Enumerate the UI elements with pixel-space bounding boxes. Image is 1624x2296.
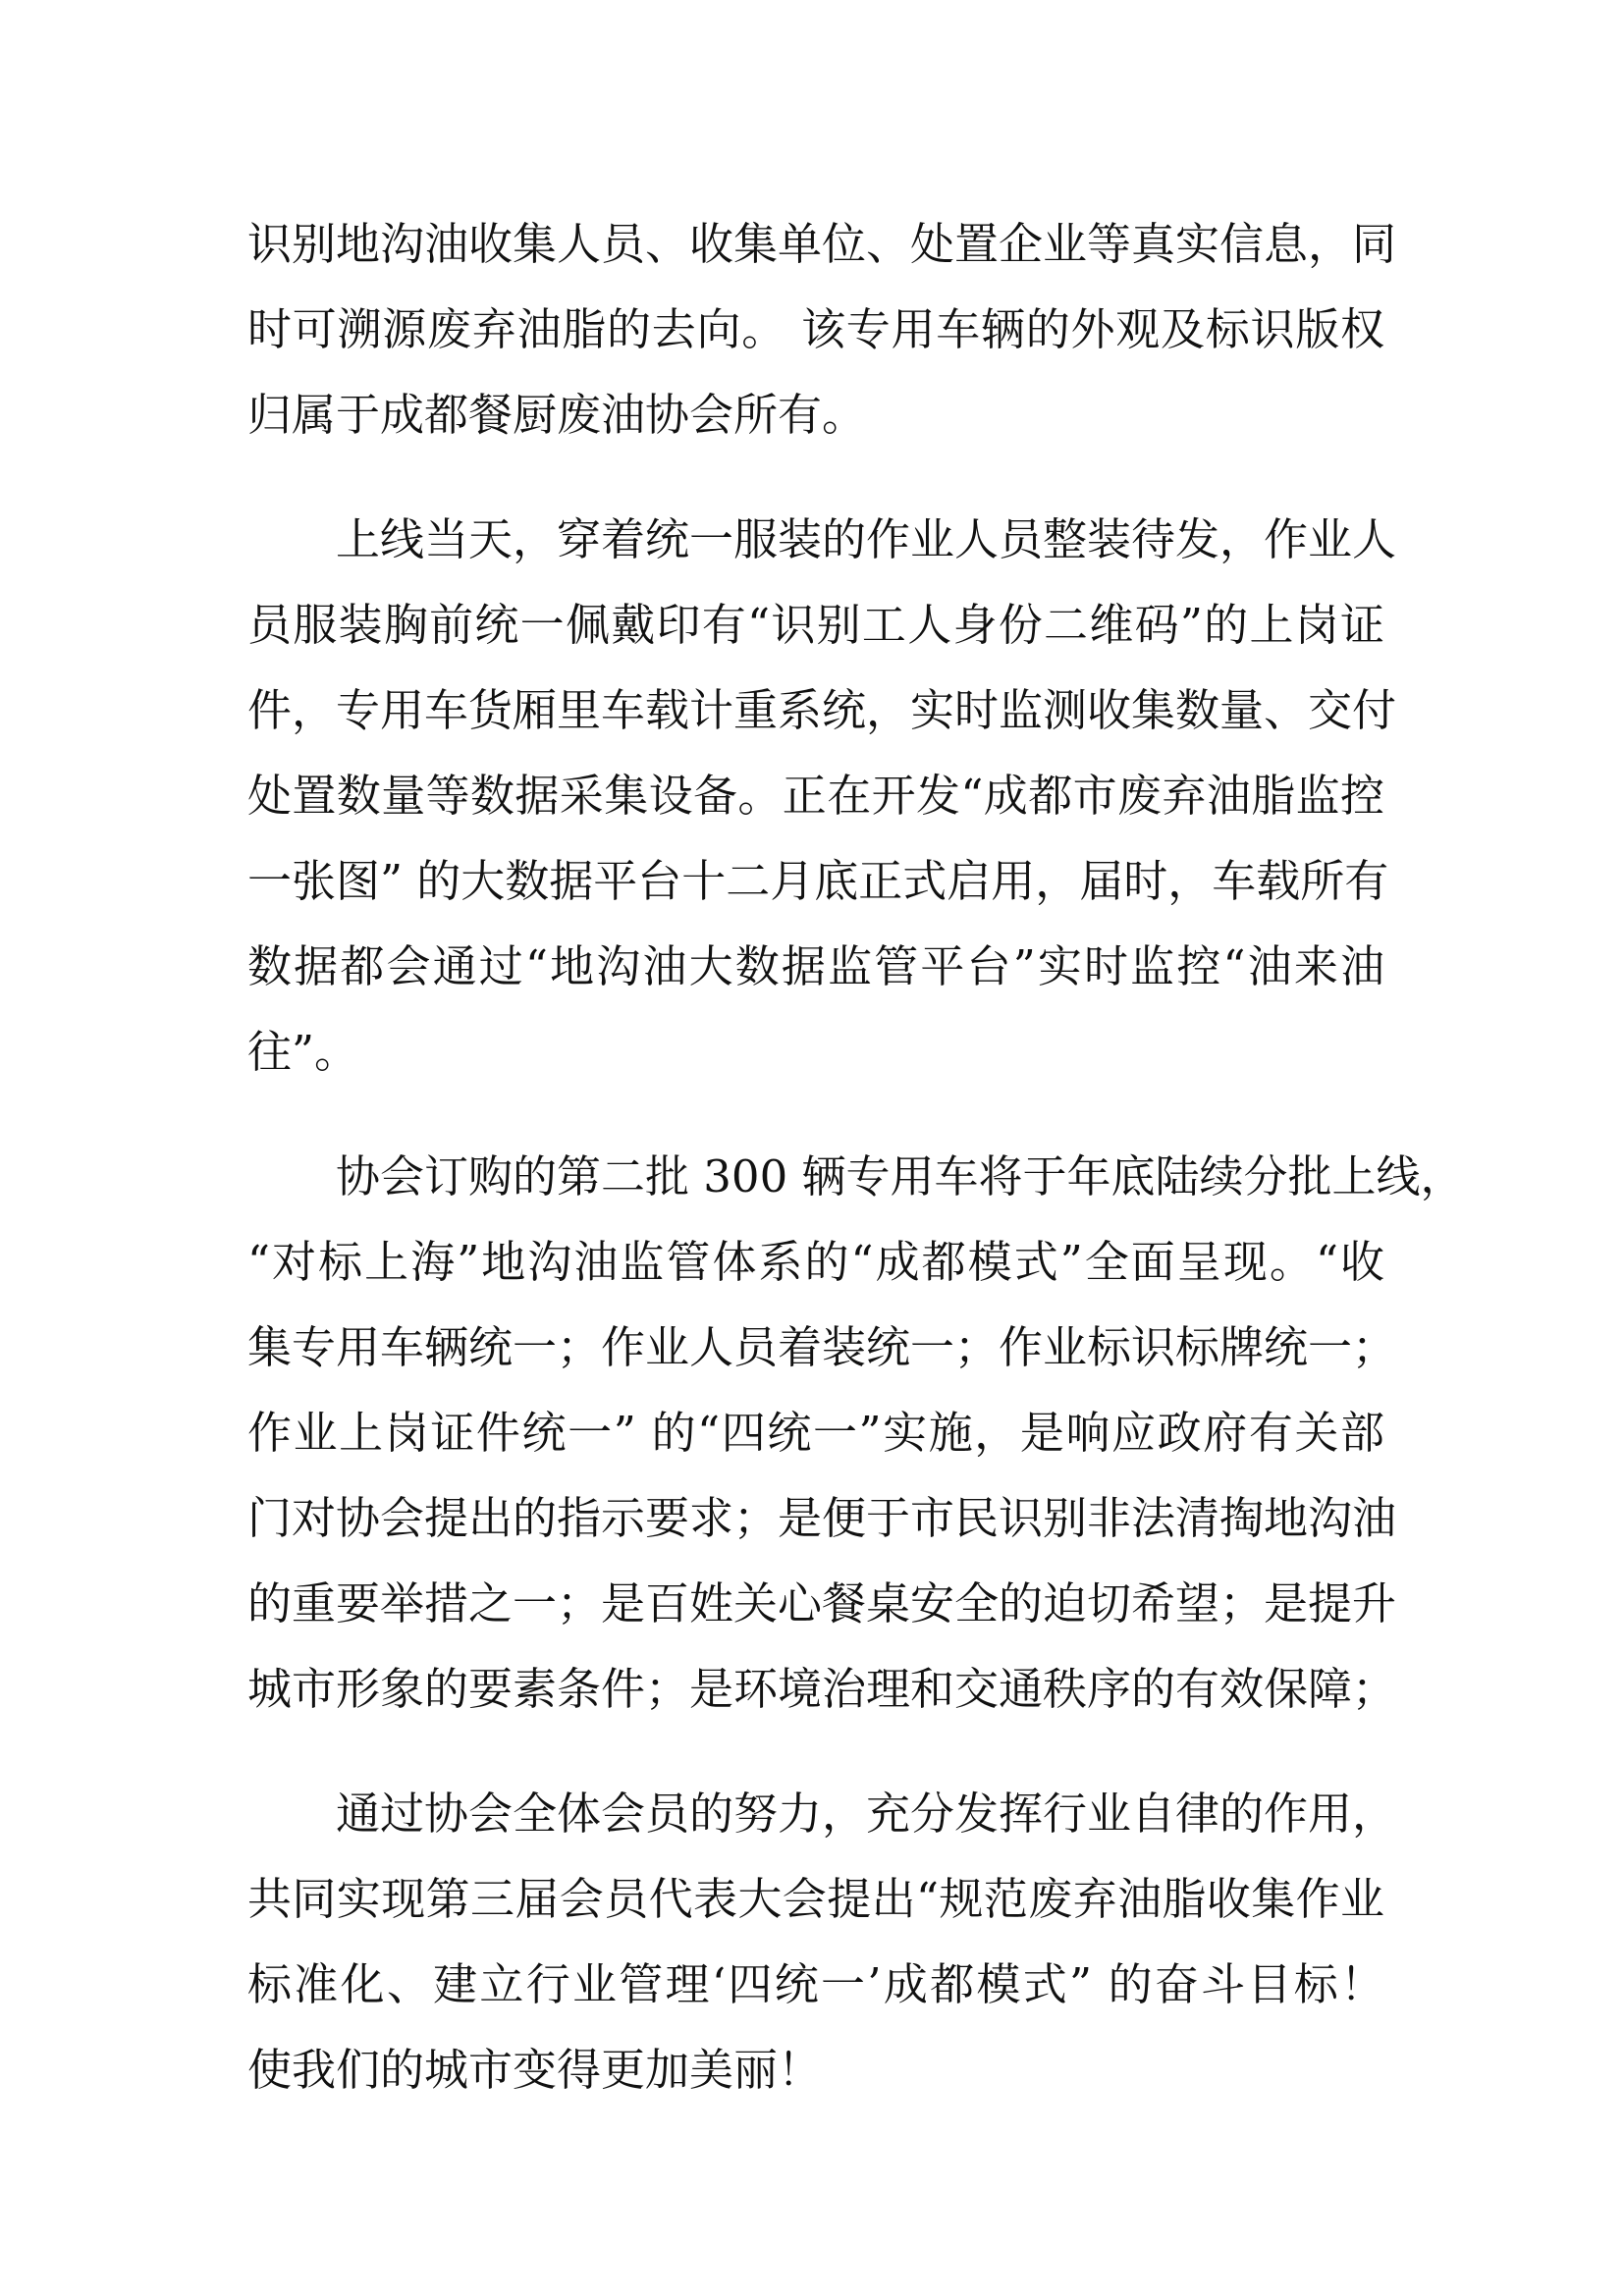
paragraph-4 <box>247 1771 1397 2112</box>
text-line: 协会订购的第二批 300 辆专用车将于年底陆续分批上线， <box>336 1150 1465 1202</box>
paragraph-2 <box>247 497 1397 1095</box>
text-line: 上线当天，穿着统一服装的作业人员整装待发，作业人 <box>336 513 1397 565</box>
text-line: 的重要举措之一；是百姓关心餐桌安全的迫切希望；是提升 <box>247 1577 1397 1629</box>
text-line: 一张图” 的大数据平台十二月底正式启用，届时，车载所有 <box>247 855 1389 907</box>
text-line: 时可溯源废弃油脂的去向。 该专用车辆的外观及标识版权 <box>247 303 1384 355</box>
text-line: 员服装胸前统一佩戴印有“识别工人身份二维码”的上岗证 <box>247 599 1384 651</box>
text-line: 通过协会全体会员的努力，充分发挥行业自律的作用， <box>336 1788 1397 1840</box>
text-line: “对标上海”地沟油监管体系的“成都模式”全面呈现。“收 <box>247 1236 1384 1288</box>
text-line: 城市形象的要素条件；是环境治理和交通秩序的有效保障； <box>247 1663 1397 1715</box>
text-line: 作业上岗证件统一” 的“四统一”实施，是响应政府有关部 <box>247 1407 1384 1459</box>
text-line: 归属于成都餐厨废油协会所有。 <box>247 389 867 441</box>
text-line: 共同实现第三届会员代表大会提出“规范废弃油脂收集作业 <box>247 1873 1384 1925</box>
text-line: 门对协会提出的指示要求；是便于市民识别非法清掏地沟油 <box>247 1492 1397 1544</box>
text-line: 件，专用车货厢里车载计重系统，实时监测收集数量、交付 <box>247 684 1397 736</box>
text-line: 标准化、建立行业管理‘四统一’成都模式” 的奋斗目标！ <box>247 1958 1384 2010</box>
text-line: 处置数量等数据采集设备。正在开发“成都市废弃油脂监控 <box>247 770 1384 822</box>
text-line: 数据都会通过“地沟油大数据监管平台”实时监控“油来油 <box>247 940 1384 992</box>
text-line: 使我们的城市变得更加美丽！ <box>247 2044 823 2096</box>
text-line: 集专用车辆统一；作业人员着装统一；作业标识标牌统一； <box>247 1321 1397 1373</box>
text-line: 往”。 <box>247 1026 359 1078</box>
paragraph-1 <box>247 201 1397 457</box>
paragraph-3 <box>247 1134 1465 1732</box>
text-line: 识别地沟油收集人员、收集单位、处置企业等真实信息，同 <box>247 218 1397 270</box>
document-body <box>247 201 1465 2152</box>
